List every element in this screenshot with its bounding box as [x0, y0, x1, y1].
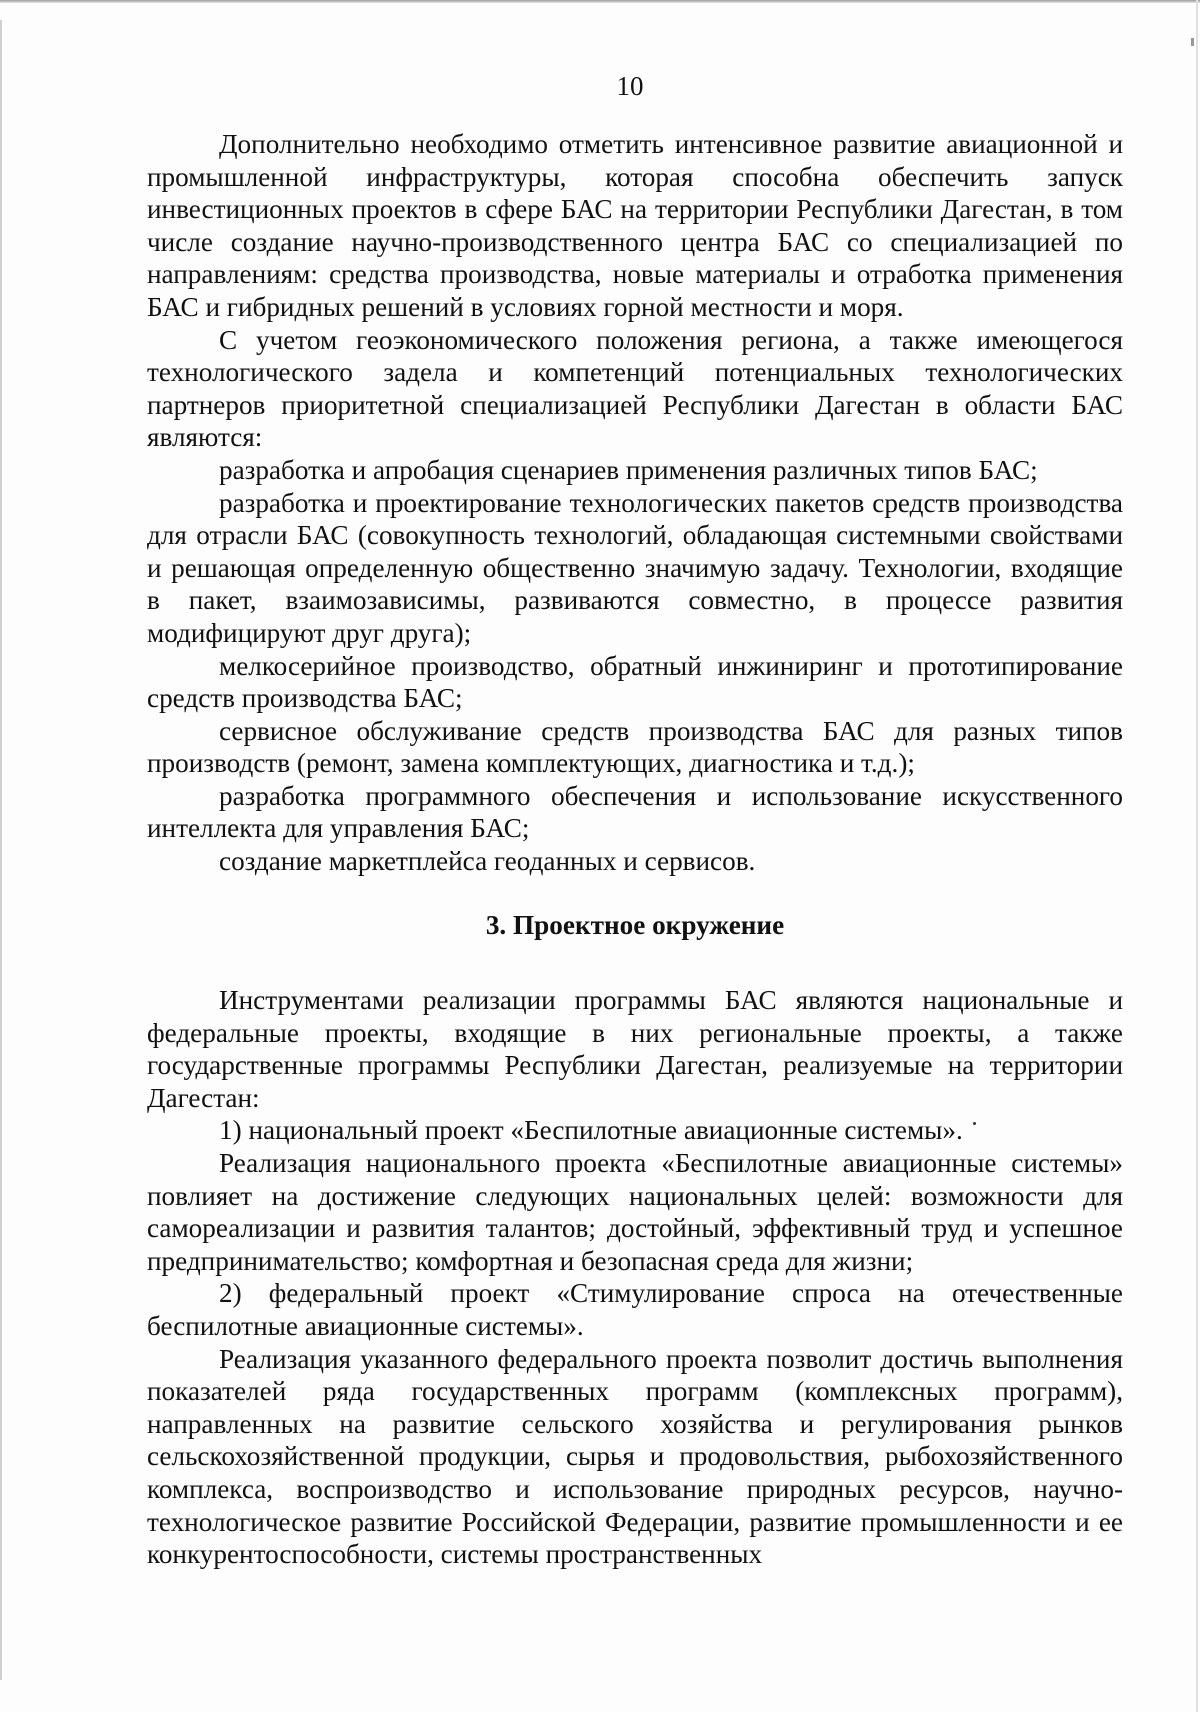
list-item: разработка программного обеспечения и использование искусственного интеллекта для управления БАС; — [147, 780, 1123, 844]
list-item: создание маркетплейса геоданных и сервисов. — [219, 846, 756, 877]
section-one-body — [147, 128, 1123, 878]
list-item: мелкосерийное производство, обратный инжиниринг и прототипирование средств производства БАС; — [147, 650, 1123, 714]
paragraph: Инструментами реализации программы БАС являются национальные и федеральные проекты, входящие в них региональные проекты, а также государственные программы Республики Дагестан, реализуемые на территории Дагестан: — [147, 985, 1123, 1113]
paragraph: Реализация национального проекта «Беспилотные авиационные системы» повлияет на достижение следующих национальных целей: возможности для самореализации и развития талантов; достойный, эффективный труд и успешное предпринимательство; комфортная и безопасная среда для жизни; — [147, 1147, 1123, 1276]
scan-mark — [1191, 38, 1194, 46]
paragraph: Реализация указанного федерального проекта позволит достичь выполнения показателей ряда государственных программ (комплексных программ), направленных на развитие сельского хозяйства и регулирования рынков сельскохозяйственной продукции, сырья и продовольствия, рыбохозяйственного комплекса, воспроизводство и использование природных ресурсов, научно-технологическое развитие Российской Федерации, развитие промышленности и ее конкурентоспособности, системы пространственных — [147, 1343, 1123, 1570]
list-item: разработка и апробация сценариев применения различных типов БАС; — [219, 454, 1038, 485]
list-item: 2) федеральный проект «Стимулирование спроса на отечественные беспилотные авиационные системы». — [147, 1278, 1123, 1341]
scan-right-edge — [1196, 0, 1198, 1712]
section-heading: 3. Проектное окружение — [485, 910, 785, 940]
list-item: сервисное обслуживание средств производства БАС для разных типов производств (ремонт, замена комплектующих, диагностика и т.д.); — [147, 715, 1123, 779]
scan-top-edge — [0, 0, 1200, 3]
scan-speck — [973, 1122, 976, 1125]
section-three-body — [147, 984, 1123, 1571]
list-item: 1) национальный проект «Беспилотные авиационные системы». — [219, 1115, 963, 1146]
page-number: 10 — [616, 71, 644, 101]
scan-left-edge — [0, 20, 2, 1680]
paragraph: Дополнительно необходимо отметить интенсивное развитие авиационной и промышленной инфраструктуры, которая способна обеспечить запуск инвестиционных проектов в сфере БАС на территории Республики Дагестан, в том числе создание научно-производственного центра БАС со специализацией по направлениям: средства производства, новые материалы и отработка применения БАС и гибридных решений в условиях горной местности и моря. — [147, 129, 1123, 322]
list-item: разработка и проектирование технологических пакетов средств производства для отрасли БАС (совокупность технологий, обладающая системными свойствами и решающая определенную общественно значимую задачу. Технологии, входящие в пакет, взаимозависимы, развиваются совместно, в процессе развития модифицируют друг друга); — [147, 487, 1123, 648]
paragraph: С учетом геоэкономического положения региона, а также имеющегося технологического задела и компетенций потенциальных технологических партнеров приоритетной специализацией Республики Дагестан в области БАС являются: — [147, 324, 1123, 453]
